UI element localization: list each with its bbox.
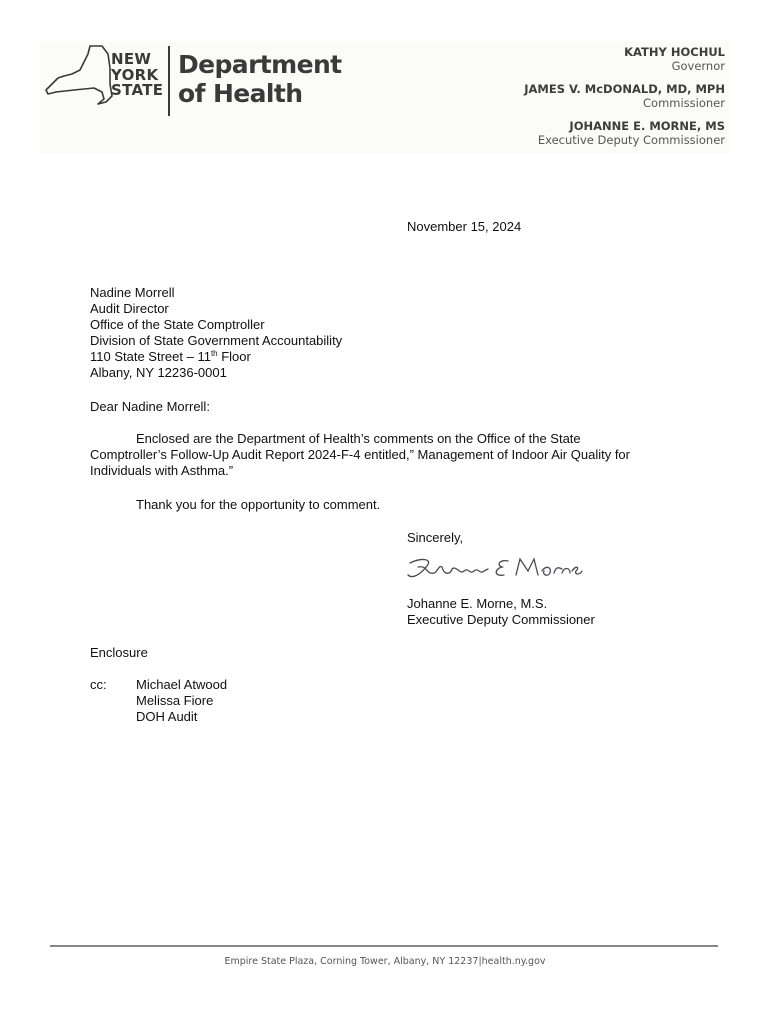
body-line-2: Comptroller’s Follow-Up Audit Report 2024-F-4 entitled,” Management of Indoor Air Quality for (90, 447, 630, 462)
handwritten-signature (404, 553, 584, 587)
cc-recipient-3: DOH Audit (136, 709, 198, 724)
recipient-name: Nadine Morrell (90, 285, 175, 300)
recipient-office: Office of the State Comptroller (90, 317, 265, 332)
new-york-state-outline-icon (44, 44, 116, 110)
official-title-deputy: Executive Deputy Commissioner (537, 133, 725, 147)
street-prefix: 110 State Street – 11 (90, 349, 211, 364)
official-name-commissioner: JAMES V. McDONALD, MD, MPH (524, 82, 725, 96)
official-name-governor: KATHY HOCHUL (624, 45, 725, 59)
cc-recipient-1: Michael Atwood (136, 677, 228, 692)
street-ordinal: th (210, 349, 218, 358)
footer-website: health.ny.gov (481, 956, 546, 967)
wordmark-line-york: YORK (111, 65, 159, 84)
cc-label: cc: (90, 677, 107, 692)
official-title-commissioner: Commissioner (643, 96, 725, 110)
official-title-governor: Governor (671, 59, 725, 73)
body-paragraph (90, 431, 630, 479)
signer-block (407, 596, 595, 628)
recipient-street (90, 349, 342, 365)
footer-address: Empire State Plaza, Corning Tower, Albany, NY 12237 (224, 956, 479, 967)
cc-list (136, 677, 227, 725)
footer-address-line (0, 956, 770, 967)
recipient-city: Albany, NY 12236-0001 (90, 365, 227, 380)
signer-name: Johanne E. Morne, M.S. (407, 596, 548, 611)
enclosure-note: Enclosure (90, 645, 148, 660)
recipient-title: Audit Director (90, 301, 169, 316)
officials-block (524, 45, 725, 156)
wordmark-line-new: NEW (111, 50, 152, 68)
recipient-division: Division of State Government Accountability (90, 333, 343, 348)
body-line-3: Individuals with Asthma.” (90, 463, 234, 478)
signer-title: Executive Deputy Commissioner (407, 612, 595, 627)
wordmark-line-state: STATE (111, 81, 164, 99)
footer-divider (50, 945, 718, 947)
logo-divider (168, 46, 170, 116)
footer-separator: | (478, 956, 482, 967)
body-line-1: Enclosed are the Department of Health’s comments on the Office of the State (136, 431, 581, 446)
recipient-address (90, 285, 342, 381)
closing: Sincerely, (407, 530, 464, 545)
cc-recipient-2: Melissa Fiore (136, 693, 214, 708)
thanks-paragraph: Thank you for the opportunity to comment. (136, 497, 381, 512)
department-line-1: Department (178, 50, 342, 79)
letter-date: November 15, 2024 (407, 219, 522, 234)
department-line-2: of Health (178, 79, 303, 108)
department-of-health-wordmark (178, 50, 342, 108)
street-suffix: Floor (217, 349, 251, 364)
new-york-state-wordmark (111, 52, 163, 99)
salutation: Dear Nadine Morrell: (90, 399, 210, 414)
official-name-deputy: JOHANNE E. MORNE, MS (569, 119, 725, 133)
